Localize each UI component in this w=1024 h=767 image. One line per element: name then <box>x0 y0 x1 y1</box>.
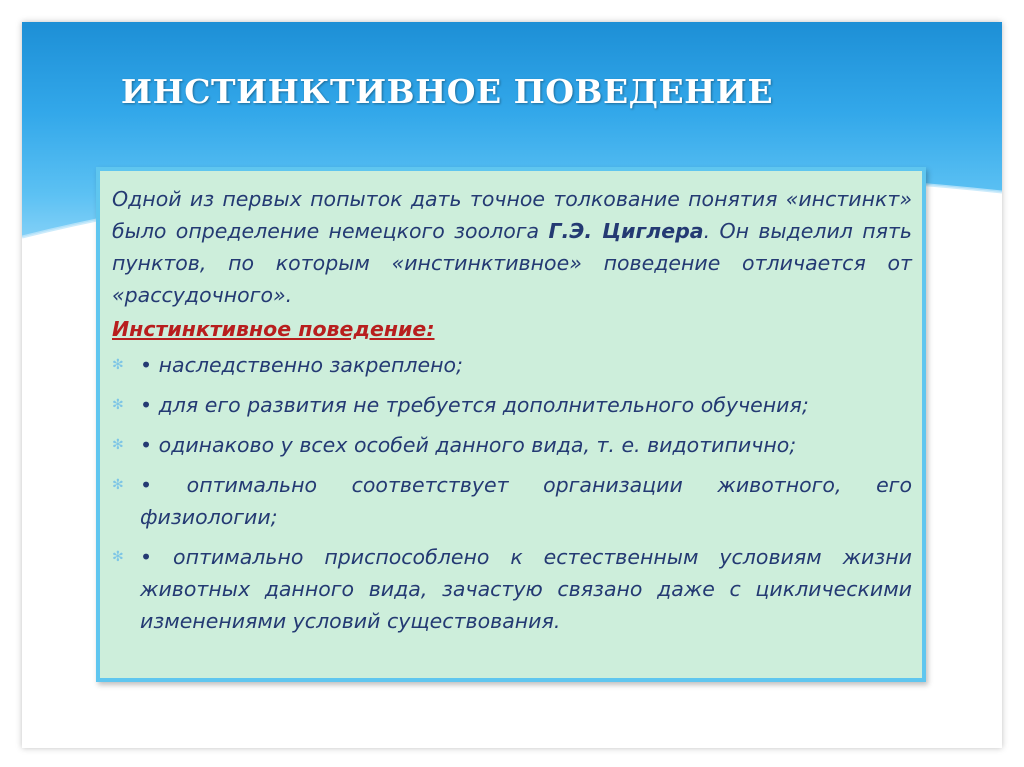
intro-text-start: Одной из первых попыток дать точное толкование понятия «инстинкт» было определение немецкого зоолога <box>112 187 912 243</box>
feature-list <box>112 349 912 637</box>
list-item-text: • одинаково у всех особей данного вида, т. е. видотипично; <box>140 433 797 457</box>
content-box <box>96 167 926 682</box>
intro-paragraph <box>112 183 912 311</box>
list-heading: Инстинктивное поведение: <box>112 317 435 341</box>
intro-text-end: . Он выделил пять пунктов, по которым «инстинктивное» поведение отличается от «рассудочного». <box>112 219 912 307</box>
asterisk-bullet-icon: ✻ <box>112 477 124 493</box>
list-item <box>112 541 912 637</box>
list-item-text: • оптимально соответствует организации животного, его физиологии; <box>140 473 912 529</box>
asterisk-bullet-icon: ✻ <box>112 357 124 373</box>
slide-title: ИНСТИНКТИВНОЕ ПОВЕДЕНИЕ <box>120 72 774 111</box>
list-item-text: • наследственно закреплено; <box>140 353 463 377</box>
asterisk-bullet-icon: ✻ <box>112 549 124 565</box>
asterisk-bullet-icon: ✻ <box>112 437 124 453</box>
list-item <box>112 349 912 381</box>
list-item-text: • для его развития не требуется дополнительного обучения; <box>140 393 809 417</box>
zoologist-name: Г.Э. Циглера <box>548 219 704 243</box>
list-item <box>112 469 912 533</box>
list-item <box>112 429 912 461</box>
list-item <box>112 389 912 421</box>
asterisk-bullet-icon: ✻ <box>112 397 124 413</box>
slide <box>22 22 1002 748</box>
list-item-text: • оптимально приспособлено к естественным условиям жизни животных данного вида, зачастую связано даже с циклическими изменениями условий существования. <box>140 545 912 633</box>
